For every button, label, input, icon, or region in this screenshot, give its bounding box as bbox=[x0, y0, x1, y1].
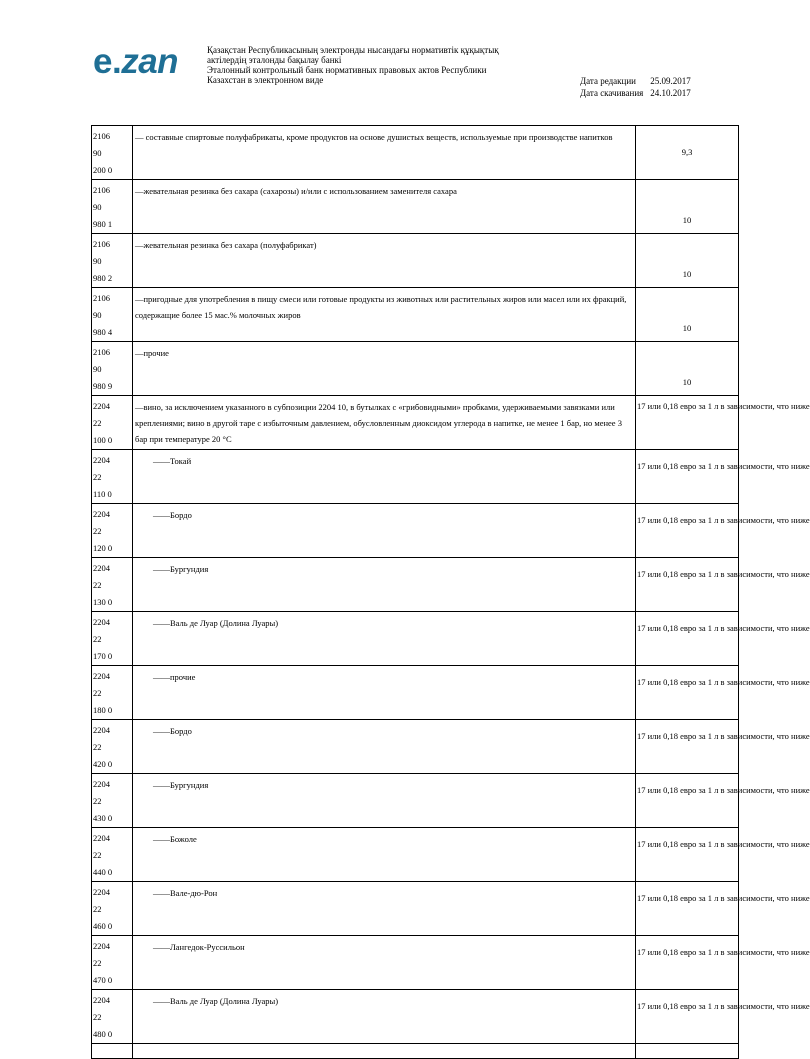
duty-rate-text: 17 или 0,18 евро за 1 л в зависимости, что ниже bbox=[637, 677, 810, 687]
description-text: ——Валь де Луар (Долина Луары) bbox=[153, 996, 279, 1006]
table-row bbox=[92, 288, 739, 342]
download-date-label: Дата скачивания bbox=[580, 88, 644, 98]
code-part: 2204 bbox=[93, 941, 110, 951]
duty-rate-text: 10 bbox=[682, 215, 692, 225]
duty-rate-text: 10 bbox=[682, 323, 692, 333]
code-part: 22 bbox=[93, 472, 102, 482]
description-cell bbox=[133, 828, 636, 882]
duty-rate-cell bbox=[636, 504, 810, 558]
description-text: ——Валь де Луар (Долина Луары) bbox=[153, 618, 279, 628]
duty-rate-cell bbox=[636, 558, 810, 612]
description-text: ——Вале-дю-Рон bbox=[153, 888, 218, 898]
description-text: —пригодные для употребления в пищу смеси или готовые продукты из животных или растительных жиров или масел или их фракций, содержащие более 15 мас.% молочных жиров bbox=[135, 294, 627, 320]
code-part: 2106 bbox=[93, 131, 110, 141]
table-row bbox=[92, 882, 739, 936]
empty-cell bbox=[92, 1044, 133, 1059]
description-text: ——Бордо bbox=[153, 510, 192, 520]
table-row bbox=[92, 720, 739, 774]
code-cell bbox=[92, 396, 133, 450]
description-cell bbox=[133, 180, 636, 234]
duty-rate-cell bbox=[636, 990, 810, 1044]
table-row bbox=[92, 666, 739, 720]
ezan-logo: e.zan bbox=[93, 42, 179, 81]
description-cell bbox=[133, 450, 636, 504]
description-cell bbox=[133, 882, 636, 936]
table-row-empty bbox=[92, 1044, 739, 1059]
duty-rate-text: 17 или 0,18 евро за 1 л в зависимости, что ниже bbox=[637, 623, 810, 633]
code-cell bbox=[92, 774, 133, 828]
code-cell bbox=[92, 288, 133, 342]
code-part: 22 bbox=[93, 634, 102, 644]
edit-date-label: Дата редакции bbox=[580, 76, 636, 86]
duty-rate-cell bbox=[636, 936, 810, 990]
code-part: 2106 bbox=[93, 185, 110, 195]
code-part: 2204 bbox=[93, 995, 110, 1005]
description-cell bbox=[133, 288, 636, 342]
duty-rate-cell bbox=[636, 288, 739, 342]
duty-rate-cell bbox=[636, 612, 810, 666]
code-cell bbox=[92, 828, 133, 882]
description-cell bbox=[133, 774, 636, 828]
table-row bbox=[92, 504, 739, 558]
description-text: ——Бургундия bbox=[153, 780, 209, 790]
description-text: —жевательная резинка без сахара (сахарозы) и/или с использованием заменителя сахара bbox=[135, 186, 457, 196]
code-part: 2204 bbox=[93, 617, 110, 627]
table-row bbox=[92, 342, 739, 396]
code-part: 120 0 bbox=[93, 543, 113, 553]
duty-rate-cell bbox=[636, 126, 739, 180]
description-text: ——Токай bbox=[153, 456, 192, 466]
code-part: 130 0 bbox=[93, 597, 113, 607]
table-row bbox=[92, 396, 739, 450]
code-part: 460 0 bbox=[93, 921, 113, 931]
code-part: 90 bbox=[93, 310, 102, 320]
duty-rate-text: 17 или 0,18 евро за 1 л в зависимости, что ниже bbox=[637, 947, 810, 957]
description-text: ——прочие bbox=[153, 672, 196, 682]
description-text: ——Бордо bbox=[153, 726, 192, 736]
code-part: 90 bbox=[93, 364, 102, 374]
code-part: 980 1 bbox=[93, 219, 113, 229]
table-row bbox=[92, 558, 739, 612]
duty-rate-text: 17 или 0,18 евро за 1 л в зависимости, что ниже bbox=[637, 785, 810, 795]
duty-rate-text: 10 bbox=[682, 269, 692, 279]
code-part: 22 bbox=[93, 418, 102, 428]
code-part: 22 bbox=[93, 742, 102, 752]
code-part: 180 0 bbox=[93, 705, 113, 715]
code-part: 2204 bbox=[93, 455, 110, 465]
code-cell bbox=[92, 342, 133, 396]
description-text: —жевательная резинка без сахара (полуфабрикат) bbox=[135, 240, 317, 250]
code-cell bbox=[92, 666, 133, 720]
code-cell bbox=[92, 126, 133, 180]
duty-rate-cell bbox=[636, 234, 739, 288]
code-part: 22 bbox=[93, 850, 102, 860]
description-text: —прочие bbox=[135, 348, 169, 358]
code-part: 2204 bbox=[93, 833, 110, 843]
table-row bbox=[92, 990, 739, 1044]
empty-cell bbox=[133, 1044, 636, 1059]
edit-date-value: 25.09.2017 bbox=[650, 76, 691, 86]
table-row bbox=[92, 936, 739, 990]
duty-rate-cell bbox=[636, 396, 810, 450]
tariff-table bbox=[91, 125, 810, 1059]
code-cell bbox=[92, 882, 133, 936]
header-line: Казахстан в электронном виде bbox=[207, 75, 324, 85]
code-part: 22 bbox=[93, 958, 102, 968]
table-row bbox=[92, 234, 739, 288]
code-cell bbox=[92, 936, 133, 990]
duty-rate-text: 17 или 0,18 евро за 1 л в зависимости, что ниже bbox=[637, 893, 810, 903]
header-line: актілердің эталонды бақылау банкі bbox=[207, 55, 342, 65]
duty-rate-text: 17 или 0,18 евро за 1 л в зависимости, что ниже bbox=[637, 731, 810, 741]
description-cell bbox=[133, 558, 636, 612]
duty-rate-cell bbox=[636, 666, 810, 720]
code-part: 100 0 bbox=[93, 435, 113, 445]
empty-cell bbox=[636, 1044, 739, 1059]
code-part: 22 bbox=[93, 1012, 102, 1022]
code-part: 110 0 bbox=[93, 489, 112, 499]
code-part: 200 0 bbox=[93, 165, 113, 175]
code-part: 2204 bbox=[93, 671, 110, 681]
code-part: 170 0 bbox=[93, 651, 113, 661]
page-header bbox=[0, 0, 791, 125]
code-cell bbox=[92, 504, 133, 558]
code-part: 2204 bbox=[93, 725, 110, 735]
code-part: 470 0 bbox=[93, 975, 113, 985]
table-row bbox=[92, 828, 739, 882]
code-part: 2204 bbox=[93, 779, 110, 789]
description-cell bbox=[133, 990, 636, 1044]
duty-rate-cell bbox=[636, 774, 810, 828]
code-part: 2204 bbox=[93, 887, 110, 897]
code-part: 2204 bbox=[93, 563, 110, 573]
code-part: 2106 bbox=[93, 239, 110, 249]
description-cell bbox=[133, 504, 636, 558]
duty-rate-text: 10 bbox=[682, 377, 692, 387]
code-part: 90 bbox=[93, 202, 102, 212]
code-cell bbox=[92, 612, 133, 666]
duty-rate-cell bbox=[636, 450, 810, 504]
description-cell bbox=[133, 612, 636, 666]
duty-rate-text: 17 или 0,18 евро за 1 л в зависимости, что ниже bbox=[637, 401, 810, 411]
code-cell bbox=[92, 180, 133, 234]
header-line: Қазақстан Республикасының электронды нысандағы нормативтік құқықтық bbox=[207, 45, 499, 55]
table-row bbox=[92, 180, 739, 234]
code-part: 980 9 bbox=[93, 381, 113, 391]
header-dates bbox=[580, 75, 691, 99]
code-part: 440 0 bbox=[93, 867, 113, 877]
description-cell bbox=[133, 342, 636, 396]
description-text: — составные спиртовые полуфабрикаты, кроме продуктов на основе душистых веществ, используемые при производстве напитков bbox=[135, 132, 613, 142]
description-cell bbox=[133, 720, 636, 774]
download-date-value: 24.10.2017 bbox=[650, 88, 691, 98]
description-cell bbox=[133, 666, 636, 720]
duty-rate-text: 17 или 0,18 евро за 1 л в зависимости, что ниже bbox=[637, 1001, 810, 1011]
duty-rate-text: 9,3 bbox=[681, 147, 693, 157]
header-line: Эталонный контрольный банк нормативных правовых актов Республики bbox=[207, 65, 487, 75]
code-part: 420 0 bbox=[93, 759, 113, 769]
code-part: 22 bbox=[93, 526, 102, 536]
code-cell bbox=[92, 990, 133, 1044]
description-cell bbox=[133, 396, 636, 450]
code-part: 90 bbox=[93, 256, 102, 266]
code-part: 22 bbox=[93, 904, 102, 914]
code-part: 430 0 bbox=[93, 813, 113, 823]
code-part: 2106 bbox=[93, 347, 110, 357]
description-text: ——Лангедок-Руссильон bbox=[153, 942, 245, 952]
code-part: 480 0 bbox=[93, 1029, 113, 1039]
code-part: 980 2 bbox=[93, 273, 113, 283]
code-part: 2204 bbox=[93, 401, 110, 411]
duty-rate-cell bbox=[636, 180, 739, 234]
table-row bbox=[92, 126, 739, 180]
duty-rate-cell bbox=[636, 828, 810, 882]
table-row bbox=[92, 774, 739, 828]
duty-rate-text: 17 или 0,18 евро за 1 л в зависимости, что ниже bbox=[637, 839, 810, 849]
code-part: 980 4 bbox=[93, 327, 113, 337]
table-row bbox=[92, 450, 739, 504]
code-part: 90 bbox=[93, 148, 102, 158]
duty-rate-cell bbox=[636, 882, 810, 936]
duty-rate-cell bbox=[636, 720, 810, 774]
description-cell bbox=[133, 234, 636, 288]
header-bank-title bbox=[207, 45, 499, 85]
description-cell bbox=[133, 936, 636, 990]
duty-rate-text: 17 или 0,18 евро за 1 л в зависимости, что ниже bbox=[637, 515, 810, 525]
duty-rate-text: 17 или 0,18 евро за 1 л в зависимости, что ниже bbox=[637, 461, 810, 471]
code-part: 2106 bbox=[93, 293, 110, 303]
description-text: ——Бургундия bbox=[153, 564, 209, 574]
code-cell bbox=[92, 720, 133, 774]
duty-rate-text: 17 или 0,18 евро за 1 л в зависимости, что ниже bbox=[637, 569, 810, 579]
code-cell bbox=[92, 450, 133, 504]
code-cell bbox=[92, 558, 133, 612]
description-text: ——Божоле bbox=[153, 834, 197, 844]
description-cell bbox=[133, 126, 636, 180]
code-part: 22 bbox=[93, 796, 102, 806]
table-row bbox=[92, 612, 739, 666]
description-text: —вино, за исключением указанного в субпозиции 2204 10, в бутылках с «грибовидными» пробками, удерживаемыми завязками или креплениями; вино в другой таре с избыточным давлением, обусловленным диоксидом углерода в напитке, не менее 1 бар, но менее 3 бар при температуре 20 °С bbox=[135, 402, 622, 444]
duty-rate-cell bbox=[636, 342, 739, 396]
code-part: 22 bbox=[93, 580, 102, 590]
code-cell bbox=[92, 234, 133, 288]
code-part: 2204 bbox=[93, 509, 110, 519]
code-part: 22 bbox=[93, 688, 102, 698]
